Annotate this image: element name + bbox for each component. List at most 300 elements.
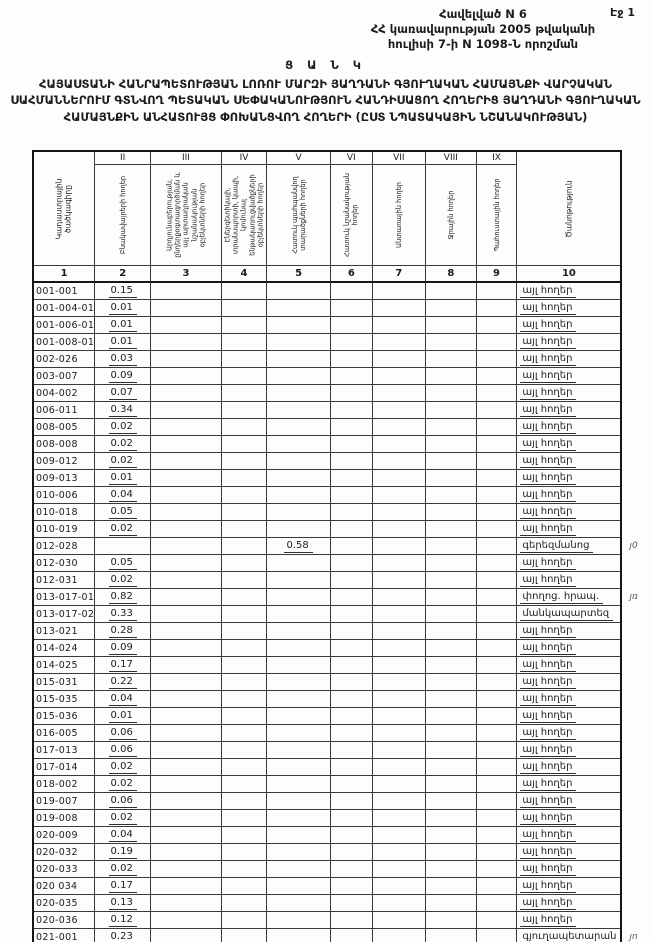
cell-reserve: [476, 895, 517, 912]
col-roman-7: VII: [372, 151, 425, 165]
cell-water: [426, 589, 477, 606]
cell-special-purpose: [330, 708, 372, 725]
col-roman-3: III: [151, 151, 222, 165]
column-header-note-label: Ծանոթություն: [564, 179, 574, 238]
cell-protected-areas: [267, 368, 331, 385]
cell-note: այլ հողեր: [517, 742, 622, 759]
column-header-forest-label: Անտառային հողեր: [394, 182, 403, 248]
cell-parcel-code: 017-014: [33, 759, 95, 776]
col-num-7: 7: [372, 266, 425, 283]
cell-protected-areas: [267, 572, 331, 589]
column-header-settlement-label: Բնակավայրերի հողեր: [118, 175, 127, 255]
cell-settlement: 0.01: [95, 470, 151, 487]
roman-numeral-row: [33, 151, 651, 165]
col-num-5: 5: [267, 266, 331, 283]
cell-forest: [372, 334, 425, 351]
table-body: [33, 282, 651, 942]
cell-reserve: [476, 691, 517, 708]
cell-industrial: [151, 504, 222, 521]
cell-industrial: [151, 589, 222, 606]
column-header-industrial: [151, 165, 222, 266]
cell-protected-areas: [267, 878, 331, 895]
cell-special-purpose: [330, 282, 372, 300]
cell-reserve: [476, 453, 517, 470]
cell-water: [426, 674, 477, 691]
cell-parcel-code: 010-018: [33, 504, 95, 521]
cell-energy-transport: [221, 419, 267, 436]
cell-parcel-code: 013-017-02: [33, 606, 95, 623]
margin-mark: [621, 606, 651, 623]
margin-mark: [621, 436, 651, 453]
margin-mark: [621, 351, 651, 368]
cell-water: [426, 929, 477, 942]
cell-note: այլ հողեր: [517, 317, 622, 334]
margin-mark: յ0: [629, 541, 638, 551]
cell-note: այլ հողեր: [517, 504, 622, 521]
cell-industrial: [151, 827, 222, 844]
cell-energy-transport: [221, 282, 267, 300]
cell-energy-transport: [221, 708, 267, 725]
cell-industrial: [151, 861, 222, 878]
cell-protected-areas: [267, 793, 331, 810]
cell-special-purpose: [330, 623, 372, 640]
cell-forest: [372, 776, 425, 793]
margin-mark: [621, 776, 651, 793]
col-num-3: 3: [151, 266, 222, 283]
title-caption: Ց Ա Ն Կ: [285, 58, 366, 72]
cell-protected-areas: [267, 300, 331, 317]
cell-energy-transport: [221, 844, 267, 861]
cell-forest: [372, 674, 425, 691]
cell-water: [426, 555, 477, 572]
cell-settlement: 0.12: [95, 912, 151, 929]
cell-special-purpose: [330, 657, 372, 674]
cell-industrial: [151, 657, 222, 674]
cell-water: [426, 725, 477, 742]
cell-forest: [372, 759, 425, 776]
table-row: [33, 385, 651, 402]
table-row: [33, 504, 651, 521]
cell-industrial: [151, 521, 222, 538]
cell-industrial: [151, 572, 222, 589]
margin-mark: [621, 844, 651, 861]
cell-energy-transport: [221, 929, 267, 942]
cell-note: գերեզմանոց: [517, 538, 622, 555]
table-row: [33, 453, 651, 470]
margin-mark: [621, 674, 651, 691]
cell-note: այլ հողեր: [517, 521, 622, 538]
cell-special-purpose: [330, 453, 372, 470]
cell-parcel-code: 020 034: [33, 878, 95, 895]
column-header-reserve: [476, 165, 517, 266]
col-num-6: 6: [330, 266, 372, 283]
cell-note: այլ հողեր: [517, 487, 622, 504]
cell-special-purpose: [330, 351, 372, 368]
cell-forest: [372, 351, 425, 368]
margin-mark: [621, 368, 651, 385]
cell-water: [426, 861, 477, 878]
table-row: [33, 606, 651, 623]
margin-mark: [621, 708, 651, 725]
cell-parcel-code: 001-004-01: [33, 300, 95, 317]
table-row: [33, 419, 651, 436]
cell-parcel-code: 020-033: [33, 861, 95, 878]
cell-protected-areas: [267, 487, 331, 504]
cell-reserve: [476, 419, 517, 436]
cell-special-purpose: [330, 402, 372, 419]
cell-settlement: 0.02: [95, 776, 151, 793]
cell-forest: [372, 385, 425, 402]
cell-forest: [372, 844, 425, 861]
cell-forest: [372, 538, 425, 555]
cell-reserve: [476, 300, 517, 317]
cell-reserve: [476, 521, 517, 538]
cell-water: [426, 657, 477, 674]
cell-settlement: 0.02: [95, 759, 151, 776]
margin-mark: [621, 640, 651, 657]
cell-settlement: 0.02: [95, 453, 151, 470]
cell-energy-transport: [221, 368, 267, 385]
col-num-8: 8: [426, 266, 477, 283]
cell-note: այլ հողեր: [517, 844, 622, 861]
margin-mark: [621, 725, 651, 742]
cell-note: այլ հողեր: [517, 674, 622, 691]
cell-forest: [372, 657, 425, 674]
margin-mark: [621, 282, 651, 300]
appendix-reference: [318, 7, 648, 52]
cell-energy-transport: [221, 691, 267, 708]
cell-energy-transport: [221, 606, 267, 623]
table-row: [33, 776, 651, 793]
cell-protected-areas: [267, 606, 331, 623]
cell-water: [426, 810, 477, 827]
land-parcels-table: [32, 150, 651, 942]
cell-water: [426, 351, 477, 368]
margin-mark: [621, 419, 651, 436]
margin-mark: [621, 555, 651, 572]
cell-protected-areas: [267, 436, 331, 453]
cell-settlement: 0.05: [95, 504, 151, 521]
cell-industrial: [151, 742, 222, 759]
table-row: [33, 895, 651, 912]
cell-settlement: 0.19: [95, 844, 151, 861]
cell-settlement: 0.01: [95, 708, 151, 725]
table-row: [33, 538, 651, 555]
cell-reserve: [476, 640, 517, 657]
cell-special-purpose: [330, 521, 372, 538]
col-roman-8: VIII: [426, 151, 477, 165]
cell-settlement: 0.06: [95, 793, 151, 810]
cell-reserve: [476, 351, 517, 368]
table-row: [33, 572, 651, 589]
cell-forest: [372, 895, 425, 912]
table-row: [33, 351, 651, 368]
cell-energy-transport: [221, 742, 267, 759]
cell-note: այլ հողեր: [517, 708, 622, 725]
cell-special-purpose: [330, 759, 372, 776]
cell-parcel-code: 021-001: [33, 929, 95, 942]
cell-forest: [372, 725, 425, 742]
cell-settlement: 0.22: [95, 674, 151, 691]
margin-mark: [621, 657, 651, 674]
appendix-line3: հուլիսի 7-ի N 1098-Ն որոշման: [387, 36, 579, 51]
cell-water: [426, 334, 477, 351]
column-header-special-purpose: [330, 165, 372, 266]
cell-parcel-code: 008-005: [33, 419, 95, 436]
cell-note: գյուղապետարան: [517, 929, 622, 942]
cell-water: [426, 759, 477, 776]
cell-reserve: [476, 606, 517, 623]
column-header-protected-areas-label: Հատուկ պահպանվող տարածքների հողեր: [290, 176, 307, 254]
col-roman-6: VI: [330, 151, 372, 165]
cell-forest: [372, 436, 425, 453]
cell-special-purpose: [330, 929, 372, 942]
cell-energy-transport: [221, 572, 267, 589]
column-header-energy-transport-label: Էներգետիկայի, տրանսպորտի, կապի, կոմունալ ենթակառուցվածքների օբյեկտների հողեր: [223, 174, 265, 256]
cell-note: այլ հողեր: [517, 691, 622, 708]
cell-parcel-code: 012-031: [33, 572, 95, 589]
cell-reserve: [476, 725, 517, 742]
cell-note: այլ հողեր: [517, 453, 622, 470]
cell-parcel-code: 018-002: [33, 776, 95, 793]
cell-special-purpose: [330, 793, 372, 810]
cell-water: [426, 282, 477, 300]
cell-forest: [372, 453, 425, 470]
cell-energy-transport: [221, 317, 267, 334]
cell-reserve: [476, 385, 517, 402]
cell-note: այլ հողեր: [517, 725, 622, 742]
margin-mark: յո: [629, 932, 638, 942]
cell-special-purpose: [330, 487, 372, 504]
table-row: [33, 691, 651, 708]
cell-parcel-code: 015-035: [33, 691, 95, 708]
col-num-1: 1: [33, 266, 95, 283]
cell-energy-transport: [221, 436, 267, 453]
cell-industrial: [151, 725, 222, 742]
cell-protected-areas: [267, 317, 331, 334]
cell-water: [426, 623, 477, 640]
margin-mark: [621, 470, 651, 487]
cell-reserve: [476, 402, 517, 419]
cell-industrial: [151, 912, 222, 929]
cell-forest: [372, 623, 425, 640]
cell-parcel-code: 003-007: [33, 368, 95, 385]
cell-note: այլ հողեր: [517, 436, 622, 453]
table-row: [33, 487, 651, 504]
cell-water: [426, 470, 477, 487]
cell-reserve: [476, 810, 517, 827]
cell-note: մանկապարտեզ: [517, 606, 622, 623]
cell-special-purpose: [330, 640, 372, 657]
column-header-forest: [372, 165, 425, 266]
cell-energy-transport: [221, 402, 267, 419]
cell-settlement: 0.28: [95, 623, 151, 640]
cell-settlement: 0.06: [95, 742, 151, 759]
cell-parcel-code: 010-006: [33, 487, 95, 504]
cell-reserve: [476, 878, 517, 895]
cell-protected-areas: [267, 521, 331, 538]
cell-protected-areas: [267, 759, 331, 776]
cell-forest: [372, 402, 425, 419]
cell-reserve: [476, 282, 517, 300]
cell-parcel-code: 010-019: [33, 521, 95, 538]
cell-settlement: 0.09: [95, 640, 151, 657]
cell-settlement: 0.04: [95, 487, 151, 504]
appendix-line2: ՀՀ կառավարության 2005 թվականի: [370, 21, 596, 36]
cell-reserve: [476, 555, 517, 572]
cell-industrial: [151, 385, 222, 402]
margin-mark: [621, 300, 651, 317]
col-num-10: 10: [517, 266, 622, 283]
cell-energy-transport: [221, 555, 267, 572]
cell-reserve: [476, 793, 517, 810]
table-row: [33, 589, 651, 606]
cell-protected-areas: [267, 385, 331, 402]
cell-parcel-code: 008-008: [33, 436, 95, 453]
cell-industrial: [151, 317, 222, 334]
cell-energy-transport: [221, 725, 267, 742]
margin-mark: [621, 334, 651, 351]
cell-parcel-code: 020-032: [33, 844, 95, 861]
cell-forest: [372, 929, 425, 942]
table-row: [33, 657, 651, 674]
cell-parcel-code: 001-008-01: [33, 334, 95, 351]
cell-settlement: 0.23: [95, 929, 151, 942]
column-header-protected-areas: [267, 165, 331, 266]
column-header-water-label: Ջրային հողեր: [446, 190, 455, 240]
cell-note: այլ հողեր: [517, 759, 622, 776]
cell-settlement: 0.02: [95, 419, 151, 436]
cell-industrial: [151, 810, 222, 827]
cell-industrial: [151, 538, 222, 555]
cell-protected-areas: [267, 725, 331, 742]
cell-settlement: 0.01: [95, 317, 151, 334]
cell-settlement: 0.07: [95, 385, 151, 402]
table-row: [33, 334, 651, 351]
cell-water: [426, 487, 477, 504]
cell-special-purpose: [330, 674, 372, 691]
cell-protected-areas: [267, 589, 331, 606]
cell-industrial: [151, 606, 222, 623]
cell-note: այլ հողեր: [517, 793, 622, 810]
cell-protected-areas: [267, 844, 331, 861]
cell-energy-transport: [221, 810, 267, 827]
table-row: [33, 640, 651, 657]
margin-mark: [621, 861, 651, 878]
table-row: [33, 810, 651, 827]
cell-protected-areas: [267, 895, 331, 912]
cell-parcel-code: 002-026: [33, 351, 95, 368]
cell-energy-transport: [221, 623, 267, 640]
cell-note: այլ հողեր: [517, 334, 622, 351]
cell-forest: [372, 521, 425, 538]
cell-settlement: 0.04: [95, 691, 151, 708]
cell-settlement: 0.02: [95, 810, 151, 827]
cell-special-purpose: [330, 334, 372, 351]
cell-protected-areas: [267, 861, 331, 878]
cell-water: [426, 521, 477, 538]
cell-special-purpose: [330, 436, 372, 453]
cell-note: այլ հողեր: [517, 282, 622, 300]
cell-note: այլ հողեր: [517, 861, 622, 878]
cell-parcel-code: 019-008: [33, 810, 95, 827]
cell-parcel-code: 004-002: [33, 385, 95, 402]
cell-forest: [372, 878, 425, 895]
cell-settlement: 0.01: [95, 300, 151, 317]
cell-water: [426, 436, 477, 453]
cell-industrial: [151, 776, 222, 793]
cell-parcel-code: 019-007: [33, 793, 95, 810]
cell-reserve: [476, 708, 517, 725]
cell-special-purpose: [330, 317, 372, 334]
cell-industrial: [151, 300, 222, 317]
margin-mark: [621, 521, 651, 538]
cell-note: այլ հողեր: [517, 555, 622, 572]
cell-forest: [372, 368, 425, 385]
cell-special-purpose: [330, 742, 372, 759]
cell-settlement: 0.33: [95, 606, 151, 623]
cell-industrial: [151, 470, 222, 487]
cell-forest: [372, 827, 425, 844]
cell-forest: [372, 691, 425, 708]
cell-energy-transport: [221, 776, 267, 793]
margin-mark: [621, 453, 651, 470]
margin-mark: [621, 487, 651, 504]
table-header: [33, 151, 651, 282]
cell-settlement: 0.82: [95, 589, 151, 606]
table-row: [33, 793, 651, 810]
cell-settlement: 0.34: [95, 402, 151, 419]
cell-water: [426, 300, 477, 317]
cell-water: [426, 878, 477, 895]
cell-special-purpose: [330, 368, 372, 385]
cell-parcel-code: 017-013: [33, 742, 95, 759]
table-row: [33, 759, 651, 776]
cell-industrial: [151, 759, 222, 776]
cell-protected-areas: [267, 776, 331, 793]
cell-reserve: [476, 759, 517, 776]
cell-special-purpose: [330, 385, 372, 402]
cell-industrial: [151, 623, 222, 640]
cell-reserve: [476, 674, 517, 691]
cell-reserve: [476, 317, 517, 334]
cell-note: այլ հողեր: [517, 776, 622, 793]
cell-settlement: 0.09: [95, 368, 151, 385]
document-title: [8, 57, 643, 126]
cell-special-purpose: [330, 572, 372, 589]
cell-water: [426, 742, 477, 759]
cell-settlement: 0.02: [95, 572, 151, 589]
cell-parcel-code: 001-001: [33, 282, 95, 300]
table-row: [33, 555, 651, 572]
cell-energy-transport: [221, 300, 267, 317]
col-roman-5: V: [267, 151, 331, 165]
cell-reserve: [476, 504, 517, 521]
cell-protected-areas: [267, 402, 331, 419]
cell-reserve: [476, 844, 517, 861]
cell-energy-transport: [221, 470, 267, 487]
cell-forest: [372, 640, 425, 657]
cell-note: այլ հողեր: [517, 402, 622, 419]
cell-energy-transport: [221, 487, 267, 504]
cell-reserve: [476, 929, 517, 942]
cell-special-purpose: [330, 470, 372, 487]
cell-protected-areas: [267, 640, 331, 657]
cell-protected-areas: [267, 708, 331, 725]
cell-parcel-code: 001-006-01: [33, 317, 95, 334]
cell-forest: [372, 606, 425, 623]
cell-water: [426, 640, 477, 657]
